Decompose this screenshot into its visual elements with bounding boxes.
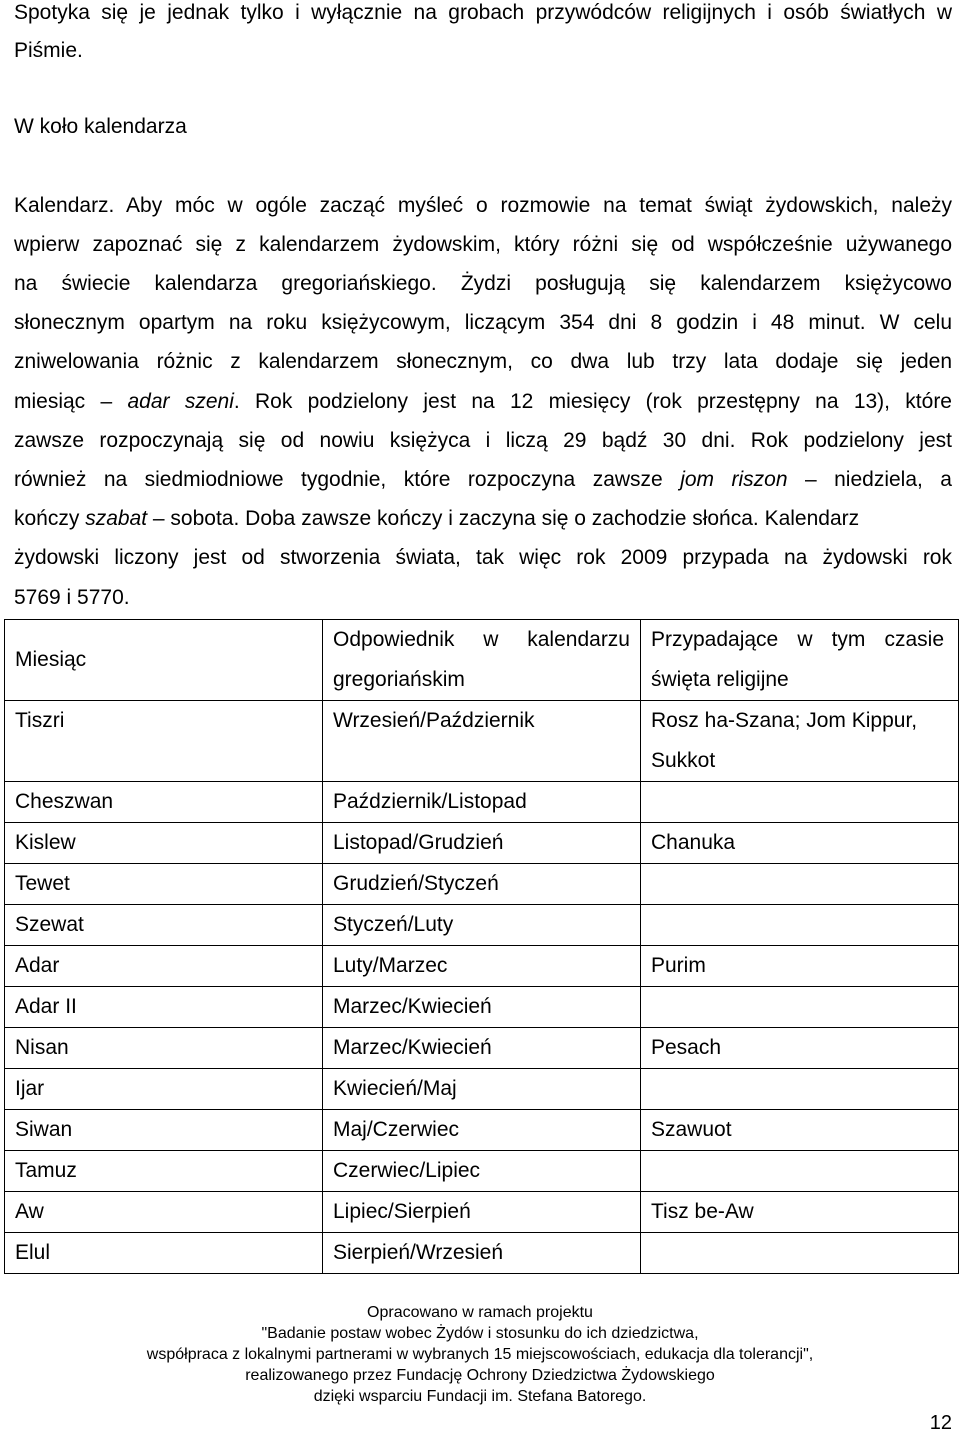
month-cell (5, 987, 323, 1028)
table-row (5, 1110, 959, 1151)
gregorian-cell (323, 1192, 641, 1233)
holiday-cell-text: Purim (651, 954, 706, 977)
gregorian-cell-text: Czerwiec/Lipiec (333, 1159, 481, 1182)
paragraph-text: również na siedmiodniowe tygodnie, które rozpoczyna zawsze (14, 468, 663, 491)
gregorian-cell (323, 1110, 641, 1151)
holiday-cell (641, 1233, 959, 1274)
table-row (5, 1151, 959, 1192)
table-row (5, 905, 959, 946)
gregorian-cell-text: Luty/Marzec (333, 954, 448, 977)
month-cell-text: Aw (15, 1200, 44, 1223)
holiday-cell-text: Tisz be-Aw (651, 1200, 754, 1223)
holiday-cell (641, 864, 959, 905)
paragraph-text: kończy (14, 507, 80, 530)
header-gregorian-line2: gregoriańskim (333, 668, 465, 691)
gregorian-cell (323, 701, 641, 782)
month-cell (5, 1110, 323, 1151)
intro-line-1: Spotyka się je jednak tylko i wyłącznie na grobach przywódców religijnych i osób światłych w (14, 1, 952, 24)
holiday-cell (641, 1028, 959, 1069)
holiday-cell (641, 1151, 959, 1192)
footer-line: Opracowano w ramach projektu (367, 1304, 593, 1321)
gregorian-cell-text: Wrzesień/Październik (333, 709, 535, 732)
holiday-cell-text: Pesach (651, 1036, 722, 1059)
month-cell-text: Szewat (15, 913, 84, 936)
italic-term: jom riszon (680, 468, 788, 491)
gregorian-cell (323, 782, 641, 823)
month-cell-text: Tiszri (15, 709, 65, 732)
paragraph-text: – sobota. Doba zawsze kończy i zaczyna się o zachodzie słońca. Kalendarz (152, 507, 860, 530)
month-cell (5, 946, 323, 987)
gregorian-cell-text: Kwiecień/Maj (333, 1077, 457, 1100)
gregorian-cell-text: Grudzień/Styczeń (333, 872, 499, 895)
paragraph-line: Kalendarz. Aby móc w ogóle zacząć myśleć o rozmowie na temat świąt żydowskich, należy (14, 194, 952, 217)
footer-line: dzięki wsparciu Fundacji im. Stefana Batorego. (313, 1388, 647, 1405)
month-cell-text: Adar II (15, 995, 77, 1018)
header-cell-month (5, 620, 323, 701)
paragraph-line: słonecznym opartym na roku księżycowym, liczącym 354 dni 8 godzin i 48 minut. W celu (14, 311, 952, 334)
gregorian-cell (323, 1233, 641, 1274)
month-cell-text: Nisan (15, 1036, 69, 1059)
gregorian-cell (323, 864, 641, 905)
footer-credits (0, 1302, 960, 1407)
gregorian-cell-text: Październik/Listopad (333, 790, 527, 813)
header-cell-gregorian (323, 620, 641, 701)
header-cell-holidays (641, 620, 959, 701)
paragraph-line: żydowski liczony jest od stworzenia świata, tak więc rok 2009 przypada na żydowski rok (14, 546, 952, 569)
holiday-cell-text: Rosz ha-Szana; Jom Kippur, (651, 709, 918, 732)
paragraph-line: zawsze rozpoczynają się od nowiu księżyca i liczą 29 bądź 30 dni. Rok podzielony jest (14, 429, 952, 452)
holiday-cell (641, 823, 959, 864)
month-cell-text: Tewet (15, 872, 70, 895)
month-cell (5, 1192, 323, 1233)
header-holidays-line2: święta religijne (651, 668, 789, 691)
holiday-cell-text: Szawuot (651, 1118, 732, 1141)
section-title: W koło kalendarza (14, 115, 187, 138)
month-cell-text: Siwan (15, 1118, 73, 1141)
paragraph-text: . Rok podzielony jest na 12 miesięcy (rok przestępny na 13), które (233, 390, 952, 413)
table-row (5, 987, 959, 1028)
calendar-table (4, 619, 959, 1274)
month-cell (5, 1151, 323, 1192)
table-row (5, 1028, 959, 1069)
header-month-label: Miesiąc (15, 648, 87, 671)
table-row (5, 1069, 959, 1110)
gregorian-cell (323, 1151, 641, 1192)
footer-line: współpraca z lokalnymi partnerami w wybranych 15 miejscowościach, edukacja dla tolerancji", (146, 1346, 814, 1363)
paragraph-text: – (100, 390, 113, 413)
paragraph-line: 5769 i 5770. (14, 586, 130, 609)
paragraph-text: – niedziela, a (804, 468, 952, 491)
gregorian-cell-text: Marzec/Kwiecień (333, 1036, 492, 1059)
table-row (5, 701, 959, 782)
paragraph-line: wpierw zapoznać się z kalendarzem żydowskim, który różni się od współcześnie używanego (14, 233, 952, 256)
gregorian-cell-text: Sierpień/Wrzesień (333, 1241, 504, 1264)
holiday-cell (641, 701, 959, 782)
holiday-cell (641, 1069, 959, 1110)
table-row (5, 864, 959, 905)
month-cell (5, 782, 323, 823)
gregorian-cell (323, 1028, 641, 1069)
table-row (5, 1233, 959, 1274)
month-cell (5, 823, 323, 864)
month-cell (5, 1028, 323, 1069)
paragraph-line (14, 389, 952, 415)
month-cell-text: Kislew (15, 831, 76, 854)
italic-term: szabat (85, 507, 148, 530)
month-cell-text: Tamuz (15, 1159, 77, 1182)
month-cell (5, 1069, 323, 1110)
gregorian-cell-text: Marzec/Kwiecień (333, 995, 492, 1018)
paragraph-text: miesiąc (14, 390, 86, 413)
holiday-cell (641, 946, 959, 987)
paragraph-line: na świecie kalendarza gregoriańskiego. Żydzi posługują się kalendarzem księżycowo (14, 272, 952, 295)
footer-line: "Badanie postaw wobec Żydów i stosunku do ich dziedzictwa, (261, 1325, 699, 1342)
gregorian-cell (323, 946, 641, 987)
holiday-cell (641, 905, 959, 946)
gregorian-cell-text: Listopad/Grudzień (333, 831, 504, 854)
intro-line-2: Piśmie. (14, 39, 83, 62)
footer-line: realizowanego przez Fundację Ochrony Dziedzictwa Żydowskiego (245, 1367, 715, 1384)
table-row (5, 1192, 959, 1233)
month-cell (5, 905, 323, 946)
holiday-cell (641, 987, 959, 1028)
table-row (5, 946, 959, 987)
holiday-cell-text: Chanuka (651, 831, 736, 854)
month-cell-text: Adar (15, 954, 60, 977)
paragraph-line (14, 506, 952, 532)
page-number: 12 (929, 1412, 952, 1434)
gregorian-cell-text: Styczeń/Luty (333, 913, 454, 936)
month-cell-text: Elul (15, 1241, 51, 1264)
table-row (5, 823, 959, 864)
header-holidays-line1: Przypadające w tym czasie (651, 628, 944, 651)
holiday-cell (641, 1192, 959, 1233)
month-cell (5, 864, 323, 905)
holiday-cell-text: Sukkot (651, 749, 716, 772)
gregorian-cell (323, 823, 641, 864)
holiday-cell (641, 782, 959, 823)
paragraph-line (14, 467, 952, 493)
table-header-row (5, 620, 959, 701)
gregorian-cell-text: Lipiec/Sierpień (333, 1200, 471, 1223)
gregorian-cell-text: Maj/Czerwiec (333, 1118, 460, 1141)
month-cell-text: Ijar (15, 1077, 45, 1100)
month-cell-text: Cheszwan (15, 790, 114, 813)
table-row (5, 782, 959, 823)
gregorian-cell (323, 1069, 641, 1110)
gregorian-cell (323, 905, 641, 946)
italic-term: adar szeni (127, 390, 234, 413)
month-cell (5, 701, 323, 782)
month-cell (5, 1233, 323, 1274)
holiday-cell (641, 1110, 959, 1151)
header-gregorian-line1: Odpowiednik w kalendarzu (333, 628, 630, 651)
paragraph-line: zniwelowania różnic z kalendarzem słonecznym, co dwa lub trzy lata dodaje się jeden (14, 350, 952, 373)
gregorian-cell (323, 987, 641, 1028)
